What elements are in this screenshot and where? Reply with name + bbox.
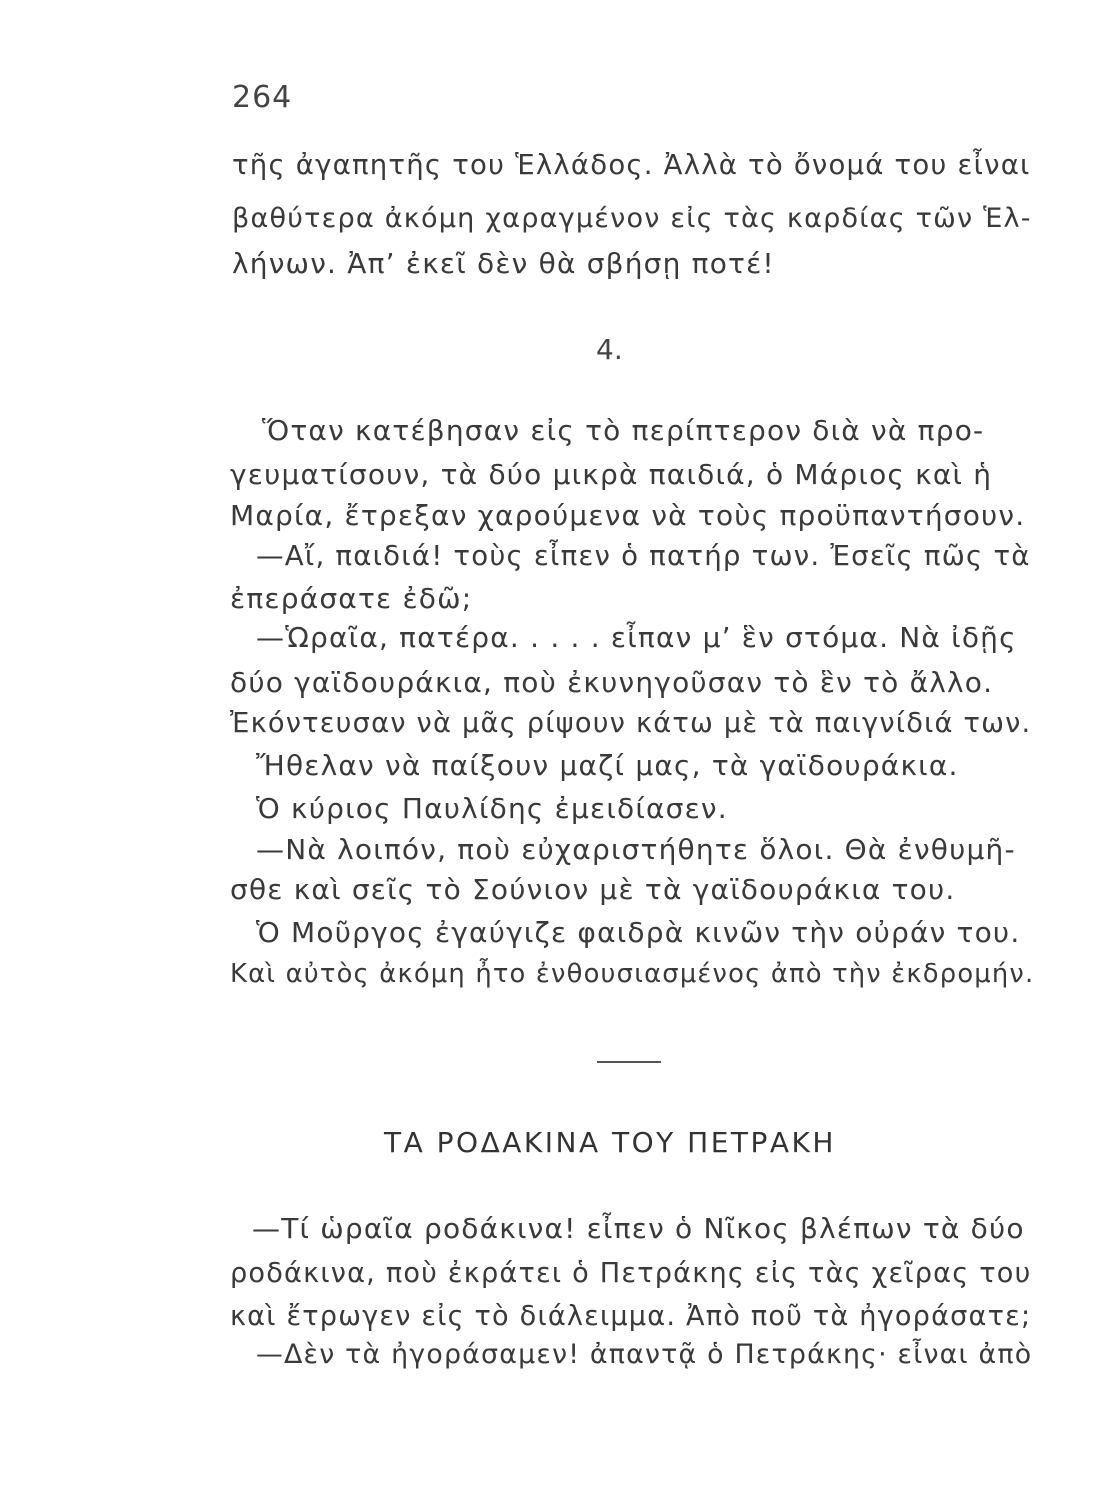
section-divider (597, 1061, 661, 1063)
chapter-heading: ΤΑ ΡΟΔΑΚΙΝΑ ΤΟΥ ΠΕΤΡΑΚΗ (384, 1126, 836, 1159)
text-line: —Αἴ, παιδιά! τοὺς εἶπεν ὁ πατήρ των. Ἐσεῖς πῶς τὰ (256, 539, 1031, 572)
text-line: σθε καὶ σεῖς τὸ Σούνιον μὲ τὰ γαϊδουράκια του. (230, 873, 956, 906)
text-line: Μαρία, ἔτρεξαν χαρούμενα νὰ τοὺς προϋπαντήσουν. (230, 499, 1026, 532)
text-line: ἐπεράσατε ἐδῶ; (230, 582, 473, 615)
text-line: ροδάκινα, ποὺ ἐκράτει ὁ Πετράκης εἰς τὰς χεῖρας του (230, 1258, 1032, 1289)
text-line: —Νὰ λοιπόν, ποὺ εὐχαριστήθητε ὅλοι. Θὰ ἐνθυμῆ- (256, 833, 1016, 866)
text-line: —Τί ὡραῖα ροδάκινα! εἶπεν ὁ Νῖκος βλέπων τὰ δύο (252, 1212, 1025, 1245)
text-line: Ὁ Μοῦργος ἐγαύγιζε φαιδρὰ κινῶν τὴν οὐράν του. (256, 916, 1021, 949)
text-line: λήνων. Ἀπ’ ἐκεῖ δὲν θὰ σβήσῃ ποτέ! (232, 247, 775, 280)
page-number: 264 (232, 80, 293, 115)
text-line: καὶ ἔτρωγεν εἰς τὸ διάλειμμα. Ἀπὸ ποῦ τὰ ἠγοράσατε; (230, 1301, 1032, 1332)
text-line: Ἐκόντευσαν νὰ μᾶς ρίψουν κάτω μὲ τὰ παιγνίδιά των. (230, 708, 1032, 739)
section-number: 4. (596, 333, 623, 366)
text-line: —Δὲν τὰ ἠγοράσαμεν! ἀπαντᾷ ὁ Πετράκης· εἶναι ἀπὸ (256, 1339, 1033, 1370)
text-line: δύο γαϊδουράκια, ποὺ ἐκυνηγοῦσαν τὸ ἓν τὸ ἄλλο. (230, 666, 994, 699)
text-line: Καὶ αὐτὸς ἀκόμη ἦτο ἐνθουσιασμένος ἀπὸ τὴν ἐκδρομήν. (230, 959, 1035, 989)
text-line: —Ὡραῖα, πατέρα. . . . . εἶπαν μ’ ἓν στόμα. Νὰ ἰδῇς (256, 621, 1017, 654)
text-line: γευματίσουν, τὰ δύο μικρὰ παιδιά, ὁ Μάριος καὶ ἡ (230, 458, 993, 491)
text-line: τῆς ἀγαπητῆς του Ἑλλάδος. Ἀλλὰ τὸ ὄνομά του εἶναι (232, 149, 1031, 181)
text-line: Ὅταν κατέβησαν εἰς τὸ περίπτερον διὰ νὰ προ- (262, 414, 985, 447)
text-line: βαθύτερα ἀκόμη χαραγμένον εἰς τὰς καρδίας τῶν Ἑλ- (232, 203, 1032, 234)
text-line: Ἤθελαν νὰ παίξουν μαζί μας, τὰ γαϊδουράκια. (256, 749, 959, 782)
text-line: Ὁ κύριος Παυλίδης ἐμειδίασεν. (256, 792, 728, 825)
